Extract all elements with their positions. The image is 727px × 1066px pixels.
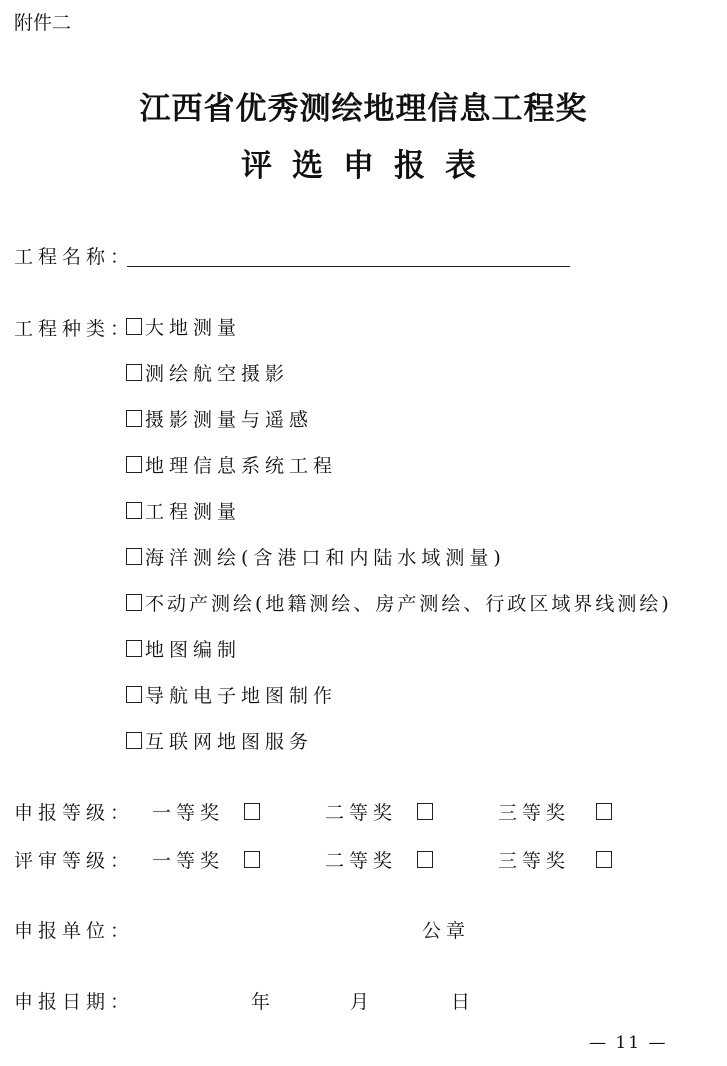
option-label: 地图编制 bbox=[145, 638, 242, 661]
form-title: 江西省优秀测绘地理信息工程奖 bbox=[139, 91, 588, 127]
checkbox[interactable] bbox=[126, 456, 142, 473]
apply-date-label: 申报日期： bbox=[14, 991, 135, 1013]
grade-label: 三等奖 bbox=[498, 850, 571, 872]
type-option-navigation-map[interactable] bbox=[126, 682, 337, 706]
project-type-label: 工程种类： bbox=[14, 318, 135, 340]
type-option-geodesy[interactable] bbox=[126, 314, 241, 338]
option-label: 测绘航空摄影 bbox=[145, 362, 290, 385]
checkbox[interactable] bbox=[596, 851, 612, 868]
grade-label: 一等奖 bbox=[152, 802, 225, 824]
apply-unit-label: 申报单位： bbox=[14, 920, 135, 942]
checkbox[interactable] bbox=[126, 502, 142, 519]
option-label: 摄影测量与遥感 bbox=[145, 408, 314, 431]
type-option-photogrammetry[interactable] bbox=[126, 406, 313, 430]
date-day-label: 日 bbox=[451, 991, 476, 1013]
attachment-label: 附件二 bbox=[14, 12, 72, 34]
date-month-label: 月 bbox=[350, 991, 375, 1013]
checkbox[interactable] bbox=[126, 364, 142, 381]
grade-label: 三等奖 bbox=[498, 802, 571, 824]
grade-label: 二等奖 bbox=[325, 802, 398, 824]
form-subtitle: 评选申报表 bbox=[241, 148, 496, 184]
project-name-field[interactable] bbox=[127, 266, 570, 267]
apply-grade-third[interactable] bbox=[498, 798, 612, 825]
review-grade-first[interactable] bbox=[152, 846, 260, 873]
checkbox[interactable] bbox=[126, 594, 142, 611]
checkbox[interactable] bbox=[244, 851, 260, 868]
type-option-marine-survey[interactable] bbox=[126, 544, 506, 568]
type-option-aerial-photography[interactable] bbox=[126, 360, 289, 384]
project-name-label: 工程名称： bbox=[14, 246, 135, 268]
option-label: 互联网地图服务 bbox=[145, 730, 314, 753]
option-label: 不动产测绘(地籍测绘、房产测绘、行政区域界线测绘) bbox=[145, 592, 672, 615]
type-option-engineering-survey[interactable] bbox=[126, 498, 241, 522]
type-option-real-estate-survey[interactable] bbox=[126, 590, 672, 614]
type-option-gis[interactable] bbox=[126, 452, 337, 476]
option-label: 工程测量 bbox=[145, 500, 242, 523]
review-grade-third[interactable] bbox=[498, 846, 612, 873]
option-label: 海洋测绘(含港口和内陆水域测量) bbox=[145, 546, 506, 569]
review-grade-second[interactable] bbox=[325, 846, 433, 873]
checkbox[interactable] bbox=[417, 803, 433, 820]
page-number: — 11 — bbox=[589, 1033, 668, 1053]
option-label: 大地测量 bbox=[145, 316, 242, 339]
type-option-internet-map[interactable] bbox=[126, 728, 313, 752]
option-label: 导航电子地图制作 bbox=[145, 684, 338, 707]
checkbox[interactable] bbox=[126, 640, 142, 657]
apply-grade-label: 申报等级： bbox=[14, 802, 135, 824]
checkbox[interactable] bbox=[126, 548, 142, 565]
type-option-map-compilation[interactable] bbox=[126, 636, 241, 660]
date-year-label: 年 bbox=[251, 991, 276, 1013]
checkbox[interactable] bbox=[596, 803, 612, 820]
apply-grade-first[interactable] bbox=[152, 798, 260, 825]
checkbox[interactable] bbox=[244, 803, 260, 820]
option-label: 地理信息系统工程 bbox=[145, 454, 338, 477]
checkbox[interactable] bbox=[126, 732, 142, 749]
seal-label: 公章 bbox=[422, 920, 471, 942]
apply-grade-second[interactable] bbox=[325, 798, 433, 825]
checkbox[interactable] bbox=[417, 851, 433, 868]
review-grade-label: 评审等级： bbox=[14, 850, 135, 872]
checkbox[interactable] bbox=[126, 318, 142, 335]
grade-label: 二等奖 bbox=[325, 850, 398, 872]
grade-label: 一等奖 bbox=[152, 850, 225, 872]
checkbox[interactable] bbox=[126, 410, 142, 427]
checkbox[interactable] bbox=[126, 686, 142, 703]
